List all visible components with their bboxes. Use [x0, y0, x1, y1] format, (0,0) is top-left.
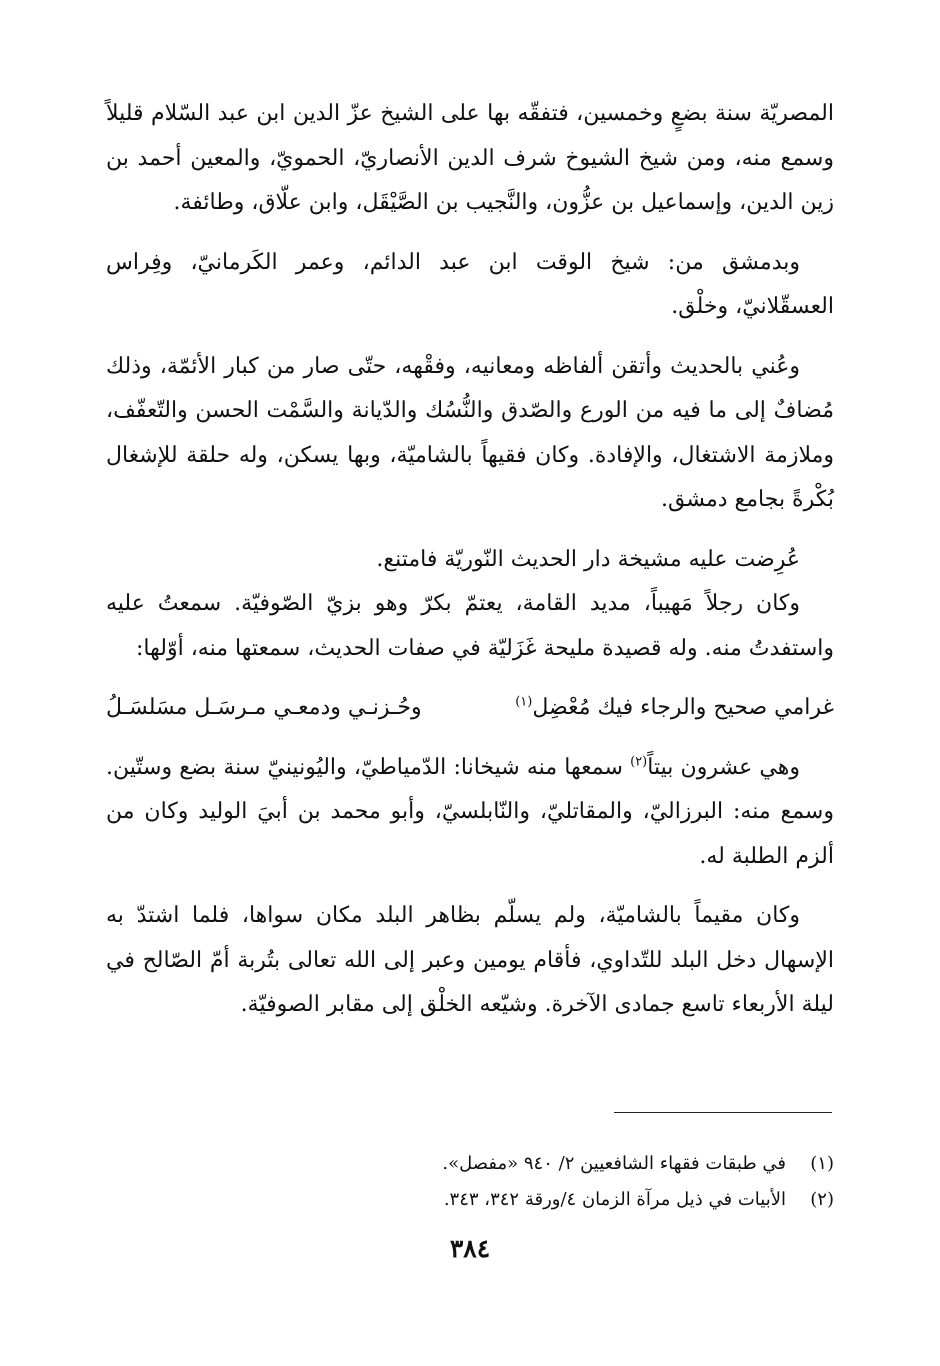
- footnote-separator: [614, 1112, 832, 1113]
- footnote-number: (١): [810, 1153, 834, 1174]
- paragraph-verse-transmission: وهي عشرون بيتاً$^{(٢)}$ سمعها منه شيخانا: الدّمياطيّ، واليُونينيّ سنة بضع وستّين. وسمع منه: البرزاليّ، والمقاتليّ، والنّابلسيّ، وأبو محمد بن أبيَ الوليد وكان من ألزم الطلبة له.: [106, 754, 834, 869]
- footnotes: [106, 1146, 834, 1218]
- paragraph-description: وكان رجلاً مَهيباً، مديد القامة، يعتمّ بكرّ وهو بزيّ الصّوفيّة. سمعتُ عليه واستفدتُ منه. وله قصيدة مليحة غَزَليّة في صفات الحديث، سمعتها منه، أوّلها:: [106, 591, 834, 661]
- poem-verse: [106, 686, 834, 731]
- footnote-1: [106, 1146, 834, 1182]
- footnote-2: [106, 1182, 834, 1218]
- paragraph-hadith-study: وعُني بالحديث وأتقن ألفاظه ومعانيه، وفقْهه، حتّى صار من كبار الأئمّة، وذلك مُضافٌ إلى ما فيه من الورع والصّدق والنُّسُك والدّيانة والسَّمْت الحسن والتّعفّف، وملازمة الاشتغال، والإفادة. وكان فقيهاً بالشاميّة، وبها يسكن، وله حلقة للإشغال بُكْرةً بجامع دمشق.: [106, 353, 834, 512]
- main-text: [106, 92, 834, 1043]
- footnote-text: الأبيات في ذيل مرآة الزمان ٤/ورقة ٣٤٢، ٣٤٣.: [443, 1189, 786, 1210]
- footnote-text: في طبقات فقهاء الشافعيين ٢/ ٩٤٠ «مفصل».: [442, 1153, 786, 1174]
- paragraph-teachers-egypt: المصريّة سنة بضعٍ وخمسين، فتفقّه بها على الشيخ عزّ الدين ابن عبد السّلام قليلاً وسمع منه، ومن شيخ الشيوخ شرف الدين الأنصاريّ، الحمويّ، والمعين أحمد بن زين الدين، وإسماعيل بن عزُّون، والنَّجيب بن الصَّيْقَل، وابن علّاق، وطائفة.: [106, 101, 834, 215]
- paragraph-teachers-damascus: وبدمشق من: شيخ الوقت ابن عبد الدائم، وعمر الكَرمانيّ، وفِراس العسقّلانيّ، وخلْق.: [106, 249, 834, 319]
- footnote-number: (٢): [810, 1189, 834, 1210]
- verse-first-hemistich: غرامي صحيح والرجاء فيك مُعْضِل$^{(١)}$: [515, 694, 834, 720]
- footnote-marker-2[interactable]: (٢): [630, 754, 648, 770]
- paragraph-death: وكان مقيماً بالشاميّة، ولم يسلّم بظاهر البلد مكان سواها، فلما اشتدّ به الإسهال دخل البلد للتّداوي، فأقام يومين وعبر إلى الله تعالى بتُربة أمّ الصّالح في ليلة الأربعاء تاسع جمادى الآخرة. وشيّعه الخلْق إلى مقابر الصوفيّة.: [106, 903, 834, 1017]
- paragraph-refusal: عُرِضت عليه مشيخة دار الحديث النّوريّة فامتنع.: [376, 546, 800, 572]
- verse-second-hemistich: وحُـزنـي ودمعـي مـرسَـل مسَلسَـلُ: [106, 695, 422, 720]
- footnote-marker-1[interactable]: (١): [515, 694, 533, 710]
- page-number: ٣٨٤: [449, 1234, 491, 1263]
